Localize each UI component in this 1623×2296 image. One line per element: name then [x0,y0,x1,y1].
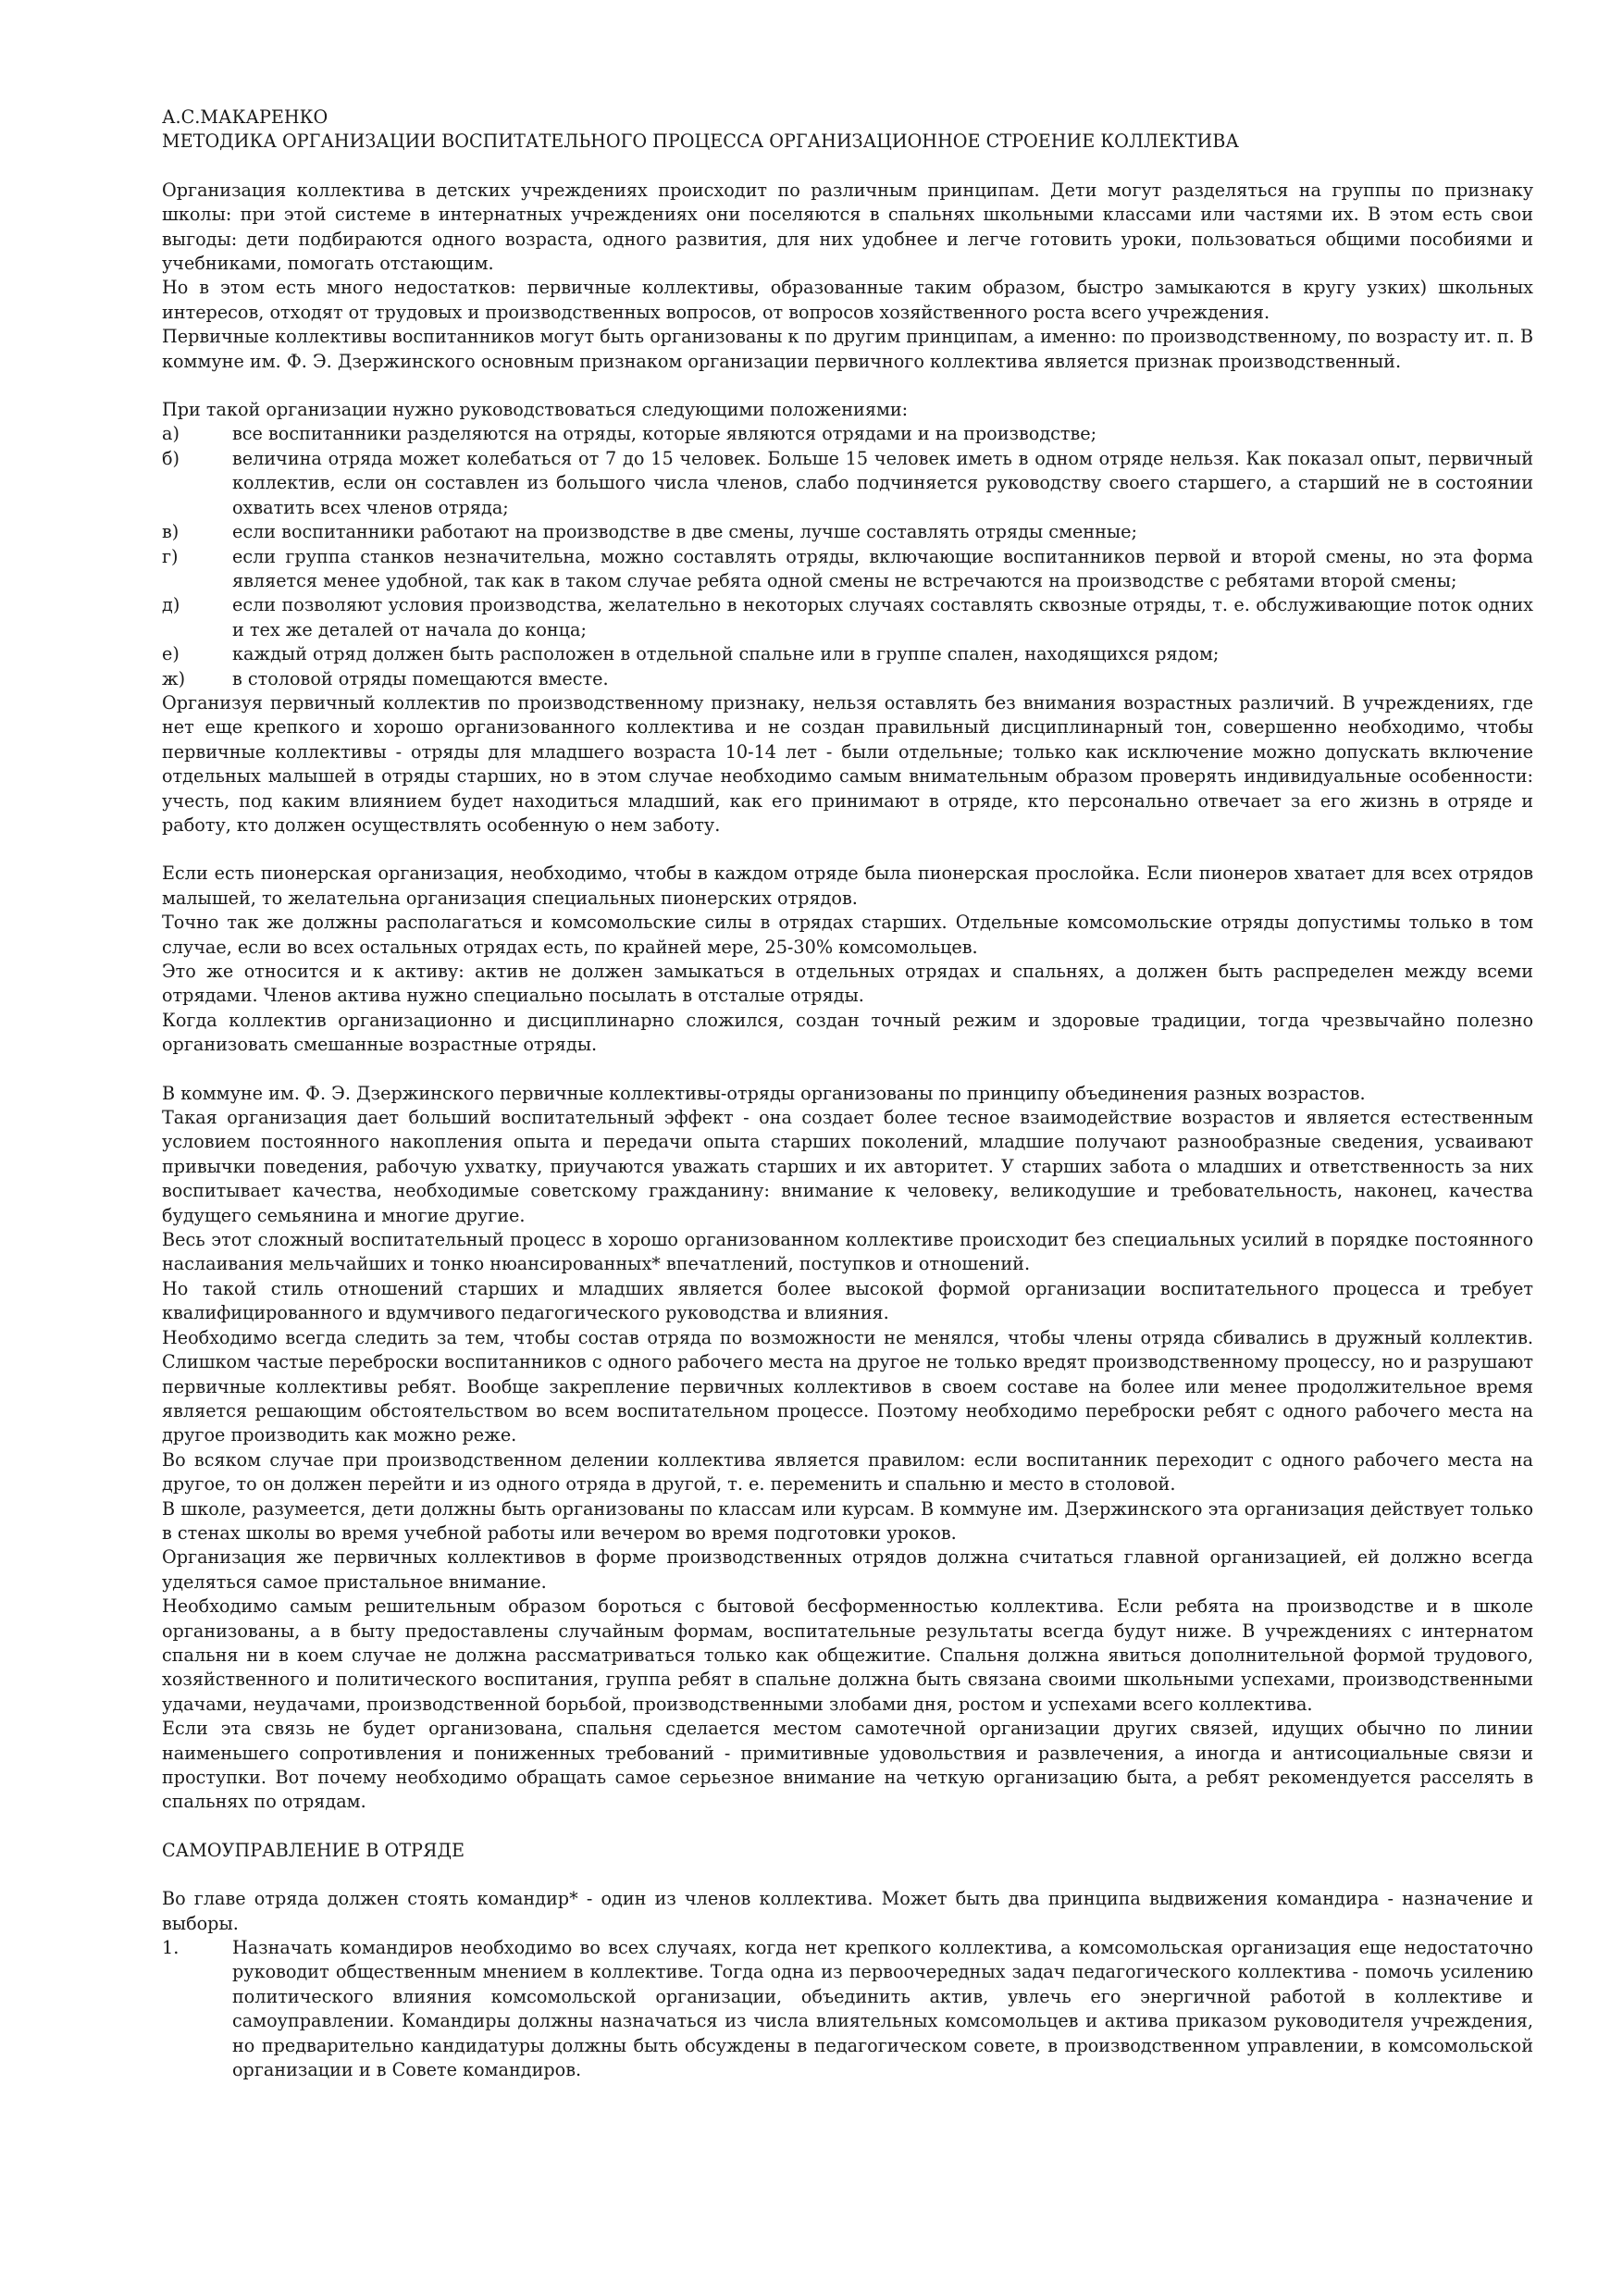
spacer [162,1815,1533,1839]
list-item-text: каждый отряд должен быть расположен в отдельной спальне или в группе спален, находящихся рядом; [232,643,1220,665]
list-item [162,593,1533,642]
list-marker: ж) [162,667,186,689]
list-item [162,520,1533,544]
paragraph: Но такой стиль отношений старших и младших является более высокой формой организации воспитательного процесса и требует квалифицированного и вдумчивого педагогического руководства и влияния. [162,1277,1533,1324]
paragraph: Организация коллектива в детских учреждениях происходит по различным принципам. Дети могут разделяться на группы по признаку школы: при этой системе в интернатных учреждениях они поселяются в спальнях школьными классами или частями их. В этом есть свои выгоды: дети подбираются одного возраста, одного развития, для них удобнее и легче готовить уроки, пользоваться общими пособиями и учебниками, помогать отстающим. [162,179,1533,275]
spacer [162,1863,1533,1887]
spacer [162,374,1533,398]
paragraph: Во всяком случае при производственном делении коллектива является правилом: если воспитанник переходит с одного рабочего места на другое, то он должен перейти и из одного отряда в другой, т. е. переменить и спальню и место в столовой. [162,1448,1533,1496]
list-marker: г) [162,545,179,567]
paragraph: Необходимо самым решительным образом бороться с бытовой бесформенностью коллектива. Если ребята на производстве и в школе организованы, а в быту предоставлены случайным формам, воспитательные результаты всегда будут ниже. В учреждениях с интернатом спальня ни в коем случае не должна рассматриваться только как общежитие. Спальня должна явиться дополнительной формой трудового, хозяйственного и политического воспитания, группа ребят в спальне должна быть связана своими школьными успехами, производственными удачами, неудачами, производственной борьбой, производственными злобами дня, ростом и успехами всего коллектива. [162,1595,1533,1715]
list-item [162,642,1533,666]
document-title: МЕТОДИКА ОРГАНИЗАЦИИ ВОСПИТАТЕЛЬНОГО ПРОЦЕССА ОРГАНИЗАЦИОННОЕ СТРОЕНИЕ КОЛЛЕКТИВА [162,130,1239,153]
paragraph: Во главе отряда должен стоять командир* - один из членов коллектива. Может быть два принципа выдвижения командира - назначение и выборы. [162,1888,1533,1934]
author-name: А.С.МАКАРЕНКО [162,106,328,128]
list-item-text: если воспитанники работают на производстве в две смены, лучше составлять отряды сменные; [232,521,1137,543]
paragraph: Такая организация дает больший воспитательный эффект - она создает более тесное взаимодействие возрастов и является естественным условием постоянного накопления опыта и передачи опыта старших поколений, младшие получают разнообразные сведения, усваивают привычки поведения, рабочую ухватку, приучаются уважать старших и их авторитет. У старших забота о младших и ответственность за них воспитывает качества, необходимые советскому гражданину: внимание к человеку, великодушие и требовательность, наконец, качества будущего семьянина и многие другие. [162,1107,1533,1226]
spacer [162,1058,1533,1082]
paragraph: В школе, разумеется, дети должны быть организованы по классам или курсам. В коммуне им. Дзержинского эта организация действует только в стенах школы во время учебной работы или вечером во время подготовки уроков. [162,1497,1533,1544]
list-item-text: если группа станков незначительна, можно составлять отряды, включающие воспитанников первой и второй смены, но эта форма является менее удобной, так как в таком случае ребята одной смены не встречаются на производстве с ребятами второй смены; [232,545,1533,591]
list-marker: 1. [162,1937,180,1959]
list-marker: д) [162,594,180,616]
document-body [162,105,1533,2082]
list-item-text: в столовой отряды помещаются вместе. [232,667,609,689]
list-item [162,422,1533,446]
list-item [162,1936,1533,2082]
list-item-text: Назначать командиров необходимо во всех случаях, когда нет крепкого коллектива, а комсомольская организация еще недостаточно руководит общественным мнением в коллективе. Тогда одна из первоочередных задач педагогического коллектива - помочь усилению политического влияния комсомольской организации, объединить актив, увлечь его энергичной работой в коллективе и самоуправлении. Командиры должны назначаться из числа влиятельных комсомольцев и актива приказом руководителя учреждения, но предварительно кандидатуры должны быть обсуждены в педагогическом совете, в производственном управлении, в комсомольской организации и в Совете командиров. [232,1937,1533,2081]
list-item-text: если позволяют условия производства, желательно в некоторых случаях составлять сквозные отряды, т. е. обслуживающие поток одних и тех же деталей от начала до конца; [232,594,1533,640]
paragraph: Это же относится и к активу: актив не должен замыкаться в отдельных отрядах и спальнях, а должен быть распределен между всеми отрядами. Членов актива нужно специально посылать в отсталые отряды. [162,961,1533,1007]
paragraph: Необходимо всегда следить за тем, чтобы состав отряда по возможности не менялся, чтобы члены отряда сбивались в дружный коллектив. Слишком частые переброски воспитанников с одного рабочего места на другое не только вредят производственному процессу, но и разрушают первичные коллективы ребят. Вообще закрепление первичных коллективов в своем составе на более или менее продолжительное время является решающим обстоятельством во всем воспитательном процессе. Поэтому необходимо переброски ребят с одного рабочего места на другое производить как можно реже. [162,1326,1533,1446]
list-item-text: величина отряда может колебаться от 7 до 15 человек. Больше 15 человек иметь в одном отряде нельзя. Как показал опыт, первичный коллектив, если он составлен из большого числа членов, слабо подчиняется руководству своего старшего, а старший не в состоянии охватить всех членов отряда; [232,447,1533,518]
paragraph: Точно так же должны располагаться и комсомольские силы в отрядах старших. Отдельные комсомольские отряды допустимы только в том случае, если во всех остальных отрядах есть, по крайней мере, 25-30% комсомольцев. [162,912,1533,958]
list-marker: е) [162,643,180,665]
spacer [162,838,1533,862]
list-marker: а) [162,423,180,445]
paragraph: Если эта связь не будет организована, спальня сделается местом самотечной организации других связей, идущих обычно по линии наименьшего сопротивления и пониженных требований - примитивные удовольствия и развлечения, а иногда и антисоциальные связи и проступки. Вот почему необходимо обращать самое серьезное внимание на четкую организацию быта, а ребят рекомендуется расселять в спальнях по отрядам. [162,1718,1533,1813]
paragraph: Весь этот сложный воспитательный процесс в хорошо организованном коллективе происходит без специальных усилий в порядке постоянного наслаивания мельчайших и тонко нюансированных* впечатлений, поступков и отношений. [162,1229,1533,1275]
list-marker: в) [162,521,180,543]
list-item [162,667,1533,691]
paragraph: Организация же первичных коллективов в форме производственных отрядов должна считаться главной организацией, ей должно всегда уделяться самое пристальное внимание. [162,1546,1533,1593]
paragraph: Когда коллектив организационно и дисциплинарно сложился, создан точный режим и здоровые традиции, тогда чрезвычайно полезно организовать смешанные возрастные отряды. [162,1009,1533,1056]
list-item-text: все воспитанники разделяются на отряды, которые являются отрядами и на производстве; [232,423,1097,445]
list-item [162,545,1533,594]
spacer [162,155,1533,179]
paragraph: В коммуне им. Ф. Э. Дзержинского первичные коллективы-отряды организованы по принципу объединения разных возрастов. [162,1082,1366,1104]
paragraph: Организуя первичный коллектив по производственному признаку, нельзя оставлять без внимания возрастных различий. В учреждениях, где нет еще крепкого и хорошо организованного коллектива и не создан правильный дисциплинарный тон, совершенно необходимо, чтобы первичные коллективы - отряды для младшего возраста 10-14 лет - были отдельные; только как исключение можно допускать включение отдельных малышей в отряды старших, но в этом случае необходимо самым внимательным образом проверять индивидуальные особенности: учесть, под каким влиянием будет находиться младший, как его принимают в отряде, кто персонально отвечает за его жизнь в отряде и работу, кто должен осуществлять особенную о нем заботу. [162,691,1533,836]
section-heading: САМОУПРАВЛЕНИЕ В ОТРЯДЕ [162,1839,465,1861]
paragraph: Если есть пионерская организация, необходимо, чтобы в каждом отряде была пионерская прослойка. Если пионеров хватает для всех отрядов малышей, то желательна организация специальных пионерских отрядов. [162,863,1533,909]
list-marker: б) [162,447,180,469]
paragraph: Первичные коллективы воспитанников могут быть организованы к по другим принципам, а именно: по производственному, по возрасту ит. п. В коммуне им. Ф. Э. Дзержинского основным признаком организации первичного коллектива является признак производственный. [162,326,1533,372]
paragraph: Но в этом есть много недостатков: первичные коллективы, образованные таким образом, быстро замыкаются в кругу узких) школьных интересов, отходят от трудовых и производственных вопросов, от вопросов хозяйственного роста всего учреждения. [162,277,1533,323]
list-intro: При такой организации нужно руководствоваться следующими положениями: [162,399,909,421]
list-item [162,447,1533,520]
